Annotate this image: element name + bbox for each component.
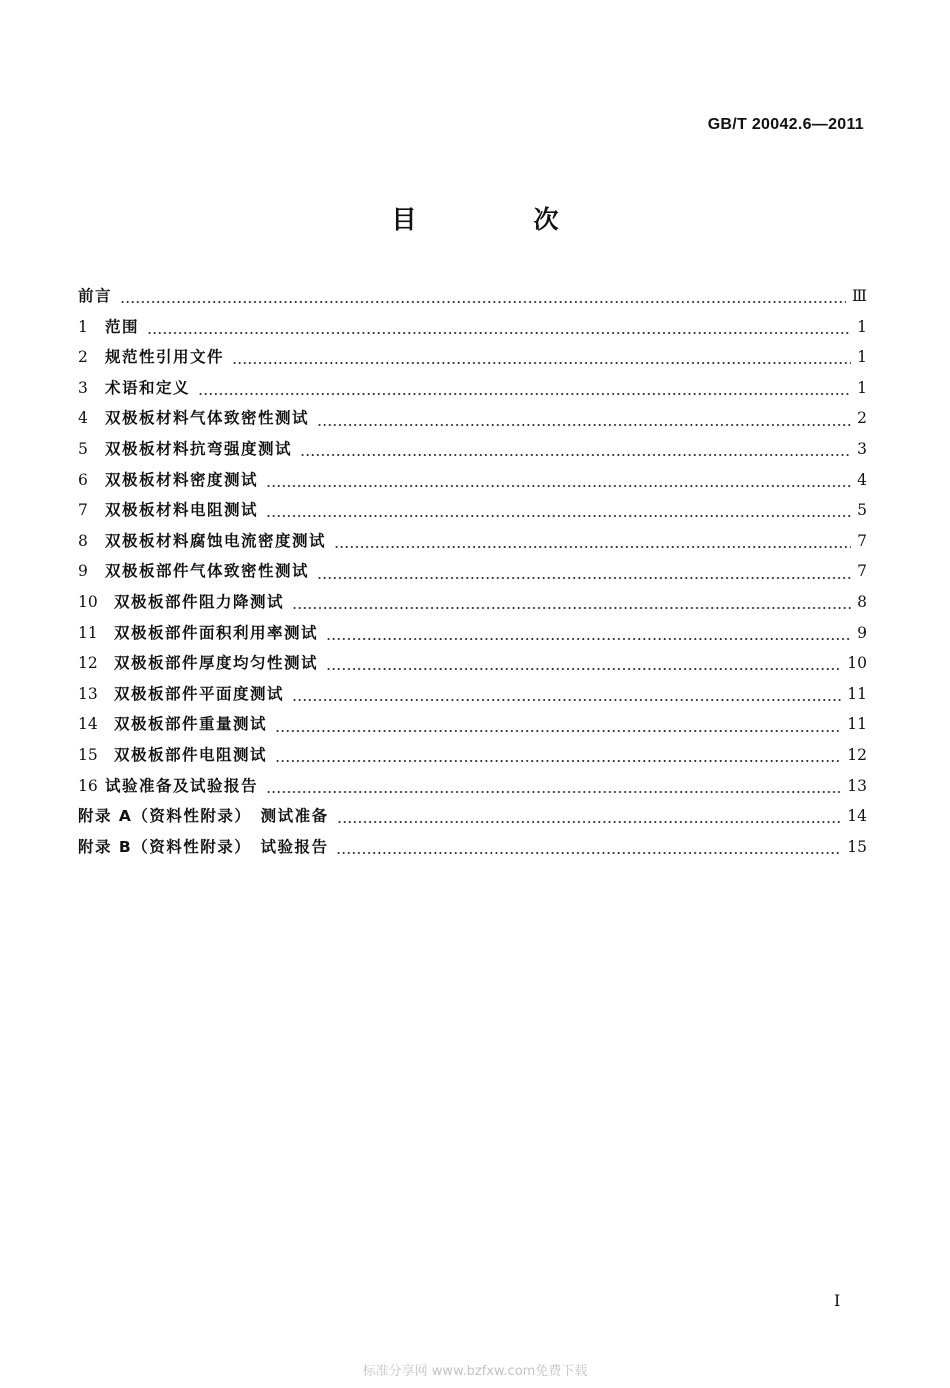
toc-entry-3[interactable] bbox=[78, 373, 867, 404]
toc-entry-1[interactable] bbox=[78, 312, 867, 343]
dot-leader bbox=[334, 546, 851, 548]
dot-leader bbox=[292, 607, 851, 609]
dot-leader bbox=[292, 699, 841, 701]
toc-entry-number: 9 bbox=[78, 562, 88, 581]
toc-entry-5[interactable] bbox=[78, 434, 867, 465]
dot-leader bbox=[317, 424, 851, 426]
toc-entry-page: 14 bbox=[847, 807, 867, 826]
toc-entry-page: 2 bbox=[857, 409, 867, 428]
toc-entry-number: 14 bbox=[78, 715, 98, 734]
toc-entry-number: 2 bbox=[78, 348, 88, 367]
table-of-contents bbox=[78, 281, 867, 862]
toc-entry-page: Ⅲ bbox=[852, 287, 867, 305]
toc-entry-title: 双极板部件阻力降测试 bbox=[114, 592, 285, 611]
dot-leader bbox=[317, 577, 851, 579]
toc-entry-11[interactable] bbox=[78, 618, 867, 649]
toc-entry-foreword[interactable] bbox=[78, 281, 867, 312]
toc-entry-15[interactable] bbox=[78, 740, 867, 771]
toc-entry-number: 12 bbox=[78, 654, 98, 673]
toc-entry-number: 1 bbox=[78, 317, 88, 336]
toc-entry-page: 1 bbox=[857, 378, 867, 397]
dot-leader bbox=[337, 821, 842, 823]
toc-entry-number: 10 bbox=[78, 592, 98, 611]
toc-entry-number: 13 bbox=[78, 684, 98, 703]
toc-entry-number: 6 bbox=[78, 470, 88, 489]
toc-entry-page: 5 bbox=[857, 501, 867, 520]
dot-leader bbox=[266, 791, 841, 793]
toc-entry-number: 4 bbox=[78, 409, 88, 428]
dot-leader bbox=[326, 638, 851, 640]
watermark: 标准分享网 www.bzfxw.com免费下载 bbox=[362, 1364, 588, 1379]
toc-entry-page: 11 bbox=[847, 684, 867, 703]
toc-entry-title: 双极板部件厚度均匀性测试 bbox=[114, 654, 319, 673]
toc-entry-2[interactable] bbox=[78, 342, 867, 373]
toc-entry-title: 双极板部件重量测试 bbox=[114, 715, 268, 734]
toc-entry-title: 双极板部件面积利用率测试 bbox=[114, 623, 319, 642]
toc-entry-page: 15 bbox=[847, 837, 867, 856]
toc-entry-page: 11 bbox=[847, 715, 867, 734]
toc-entry-8[interactable] bbox=[78, 526, 867, 557]
toc-entry-number: 15 bbox=[78, 745, 98, 764]
toc-entry-page: 8 bbox=[857, 592, 867, 611]
toc-entry-title: 术语和定义 bbox=[105, 378, 191, 397]
toc-entry-number: 16 bbox=[78, 776, 98, 795]
page-number: I bbox=[834, 1291, 841, 1310]
toc-entry-page: 9 bbox=[857, 623, 867, 642]
toc-entry-page: 3 bbox=[857, 439, 867, 458]
toc-entry-page: 12 bbox=[847, 745, 867, 764]
toc-entry-page: 13 bbox=[847, 776, 867, 795]
toc-entry-title: 规范性引用文件 bbox=[105, 348, 225, 367]
toc-entry-page: 1 bbox=[857, 317, 867, 336]
toc-entry-title: 双极板材料气体致密性测试 bbox=[105, 409, 310, 428]
page-title: 目 次 bbox=[391, 205, 605, 234]
toc-entry-title: 双极板部件电阻测试 bbox=[114, 745, 268, 764]
dot-leader bbox=[275, 730, 841, 732]
dot-leader bbox=[266, 485, 851, 487]
toc-entry-title: 双极板材料抗弯强度测试 bbox=[105, 439, 293, 458]
toc-entry-number: 5 bbox=[78, 439, 88, 458]
toc-entry-page: 7 bbox=[857, 531, 867, 550]
toc-entry-16[interactable] bbox=[78, 771, 867, 802]
dot-leader bbox=[326, 668, 841, 670]
toc-entry-title: 双极板材料密度测试 bbox=[105, 470, 259, 489]
toc-entry-title: 双极板材料腐蚀电流密度测试 bbox=[105, 531, 327, 550]
toc-entry-number: 8 bbox=[78, 531, 88, 550]
toc-entry-13[interactable] bbox=[78, 679, 867, 710]
toc-entry-14[interactable] bbox=[78, 709, 867, 740]
toc-entry-7[interactable] bbox=[78, 495, 867, 526]
toc-entry-page: 7 bbox=[857, 562, 867, 581]
toc-entry-10[interactable] bbox=[78, 587, 867, 618]
toc-entry-title: 附录 B（资料性附录） 试验报告 bbox=[78, 837, 329, 856]
standard-code: GB/T 20042.6—2011 bbox=[707, 116, 864, 133]
toc-entry-title: 双极板材料电阻测试 bbox=[105, 501, 259, 520]
dot-leader bbox=[336, 852, 841, 854]
toc-entry-number: 3 bbox=[78, 378, 88, 397]
toc-entry-page: 4 bbox=[857, 470, 867, 489]
dot-leader bbox=[266, 515, 851, 517]
toc-entry-page: 1 bbox=[857, 348, 867, 367]
toc-entry-title: 双极板部件气体致密性测试 bbox=[105, 562, 310, 581]
toc-entry-4[interactable] bbox=[78, 403, 867, 434]
toc-entry-title: 试验准备及试验报告 bbox=[105, 776, 259, 795]
toc-entry-annex-a[interactable] bbox=[78, 801, 867, 832]
toc-entry-annex-b[interactable] bbox=[78, 832, 867, 863]
toc-entry-title: 前言 bbox=[78, 287, 113, 305]
toc-entry-title: 附录 A（资料性附录） 测试准备 bbox=[78, 807, 329, 826]
toc-entry-12[interactable] bbox=[78, 648, 867, 679]
toc-entry-title: 范围 bbox=[105, 317, 140, 336]
dot-leader bbox=[232, 362, 851, 364]
dot-leader bbox=[275, 760, 841, 762]
toc-entry-title: 双极板部件平面度测试 bbox=[114, 684, 285, 703]
toc-entry-6[interactable] bbox=[78, 465, 867, 496]
toc-entry-9[interactable] bbox=[78, 556, 867, 587]
dot-leader bbox=[120, 301, 846, 303]
toc-entry-page: 10 bbox=[847, 654, 867, 673]
dot-leader bbox=[147, 332, 851, 334]
toc-entry-number: 11 bbox=[78, 623, 98, 642]
dot-leader bbox=[300, 454, 851, 456]
dot-leader bbox=[198, 393, 851, 395]
toc-entry-number: 7 bbox=[78, 501, 88, 520]
